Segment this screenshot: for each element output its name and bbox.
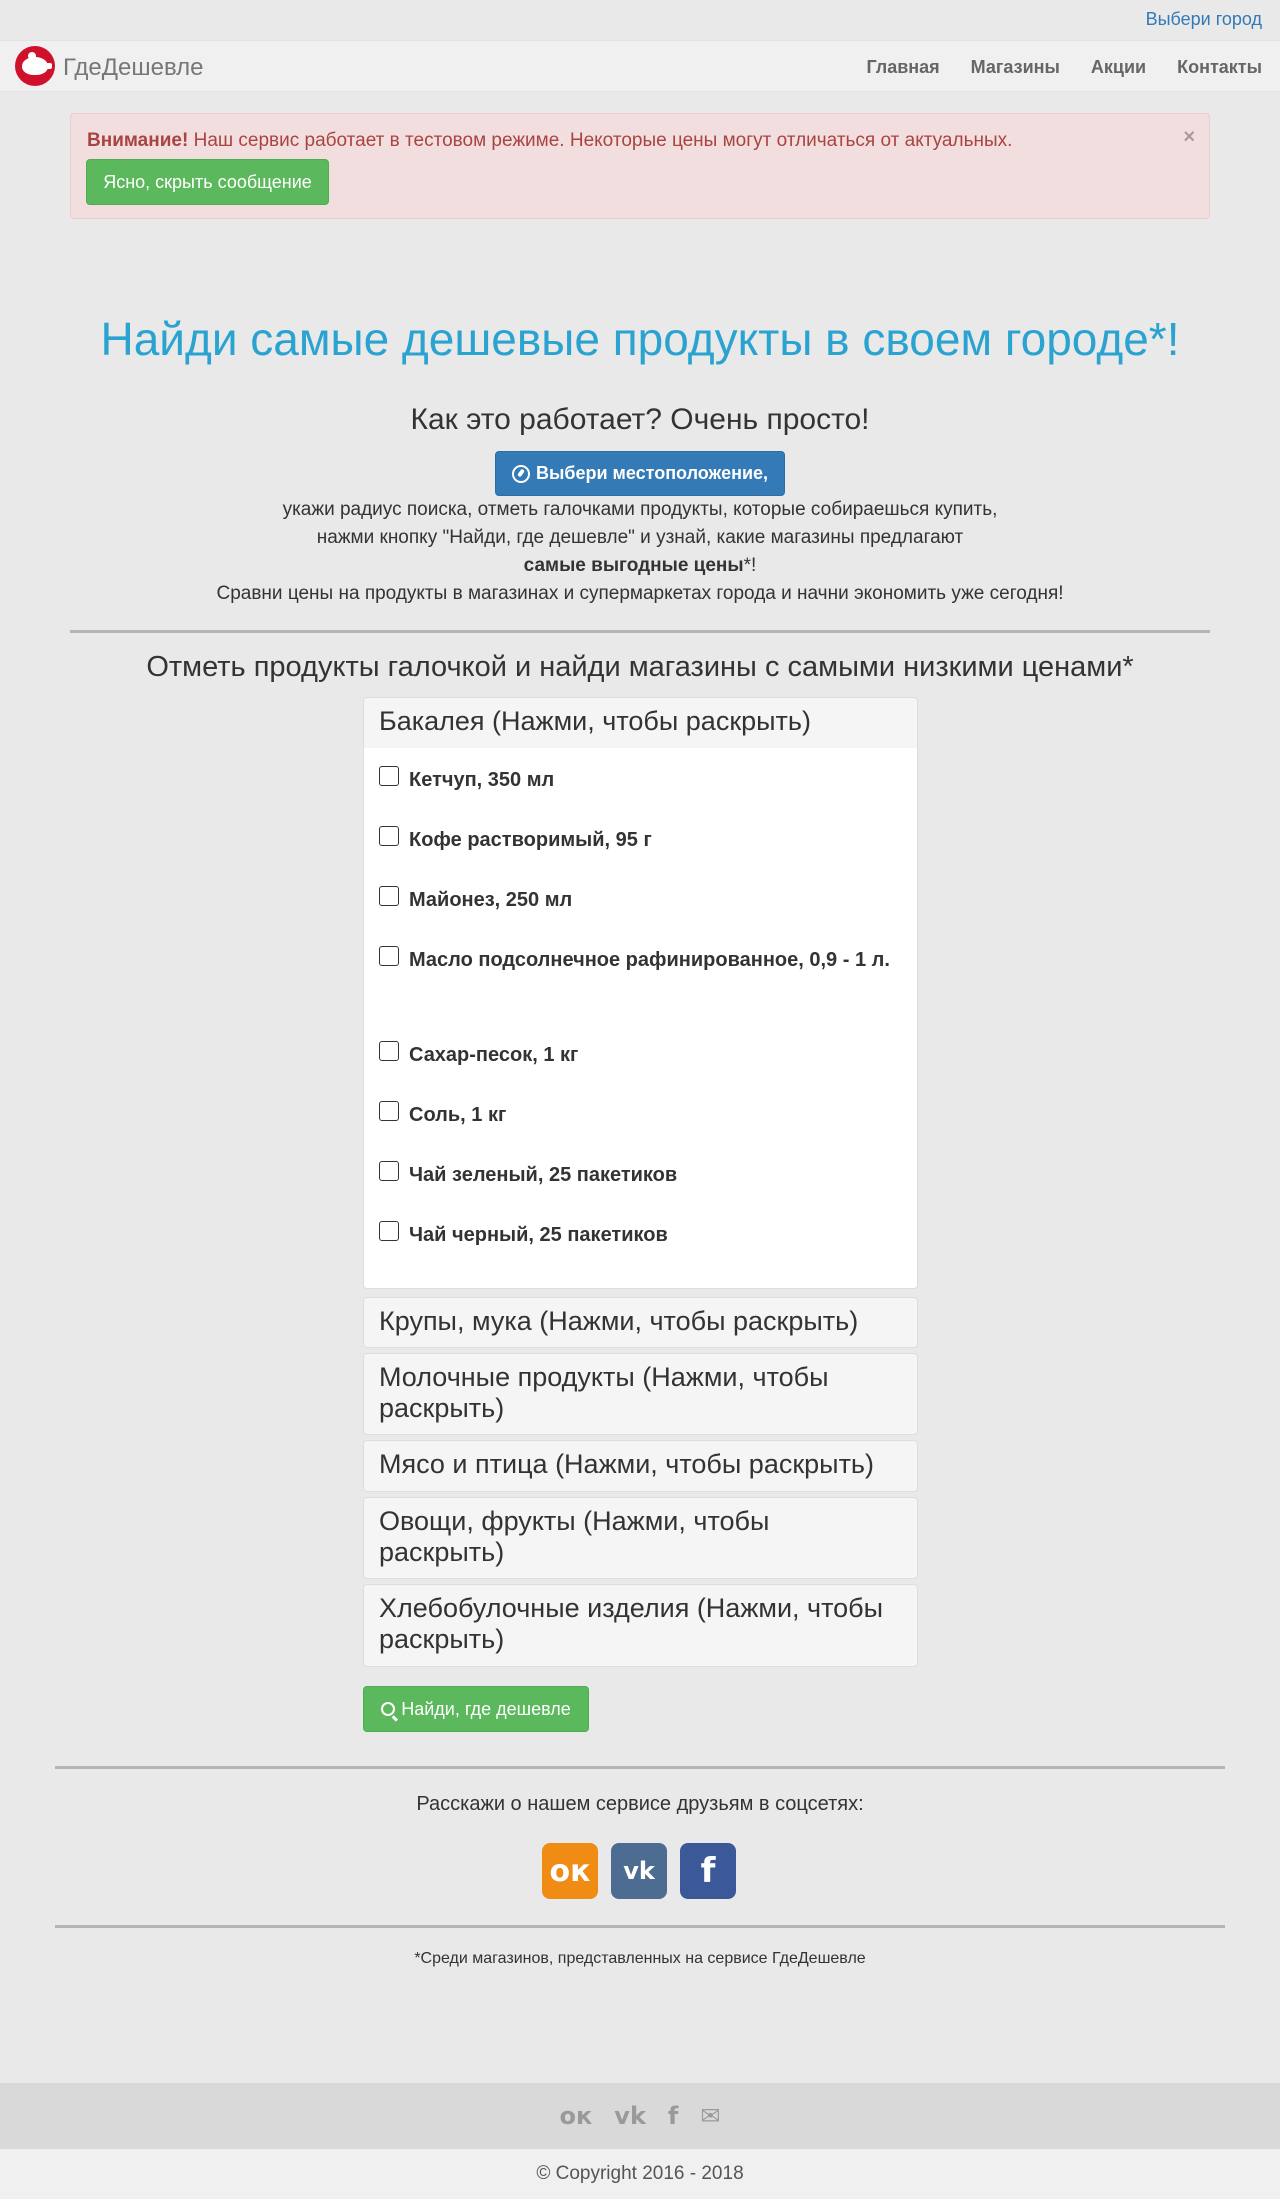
checkbox[interactable]	[379, 1101, 399, 1121]
nav-item-promotions[interactable]: Акции	[1090, 56, 1147, 77]
product-label: Чай черный, 25 пакетиков	[409, 1224, 668, 1246]
product-label: Масло подсолнечное рафинированное, 0,9 - 1 л.	[409, 949, 890, 971]
category-panel-dairy[interactable]	[363, 1353, 918, 1435]
checkbox[interactable]	[379, 886, 399, 906]
brand-link[interactable]	[15, 46, 204, 86]
choose-location-label: Выбери местоположение,	[535, 463, 769, 483]
product-item-sunflower-oil[interactable]	[379, 943, 904, 977]
category-grocery-body	[363, 748, 918, 1289]
instructions-line-3	[0, 555, 1280, 577]
category-title: Мясо и птица (Нажми, чтобы раскрыть)	[379, 1449, 874, 1479]
product-label: Майонез, 250 мл	[409, 889, 573, 911]
category-panel-cereals[interactable]	[363, 1297, 918, 1348]
best-prices-text: самые выгодные цены	[523, 555, 744, 576]
category-panel-bakery[interactable]	[363, 1584, 918, 1667]
category-panel-grocery[interactable]	[363, 697, 918, 749]
find-cheaper-button[interactable]	[363, 1686, 589, 1732]
test-mode-alert	[70, 113, 1210, 219]
divider	[70, 630, 1210, 633]
alert-strong: Внимание!	[87, 130, 189, 151]
checkbox[interactable]	[379, 946, 399, 966]
nav-item-shops[interactable]: Магазины	[970, 56, 1060, 77]
vk-icon[interactable]: vk	[614, 2102, 646, 2130]
copyright: © Copyright 2016 - 2018	[0, 2149, 1280, 2199]
nav-item-contacts[interactable]: Контакты	[1177, 56, 1262, 77]
product-item-mayonnaise[interactable]	[379, 883, 904, 917]
checkbox[interactable]	[379, 826, 399, 846]
instructions-line-1: укажи радиус поиска, отметь галочками продукты, которые собираешься купить,	[282, 499, 998, 520]
nav-item-home[interactable]: Главная	[866, 56, 940, 77]
divider	[55, 1766, 1225, 1769]
category-title: Молочные продукты (Нажми, чтобы раскрыть)	[379, 1362, 829, 1423]
facebook-icon[interactable]: f	[680, 1843, 736, 1899]
best-prices-suffix: *!	[743, 555, 757, 576]
footnote: *Среди магазинов, представленных на сервисе ГдеДешевле	[414, 1950, 866, 1967]
product-label: Сахар-песок, 1 кг	[409, 1044, 579, 1066]
hide-message-button[interactable]: Ясно, скрыть сообщение	[86, 159, 329, 205]
top-bar	[0, 0, 1280, 40]
product-label: Кофе растворимый, 95 г	[409, 829, 652, 851]
category-title: Бакалея (Нажми, чтобы раскрыть)	[379, 706, 811, 736]
checkbox[interactable]	[379, 1041, 399, 1061]
product-label: Чай зеленый, 25 пакетиков	[409, 1164, 678, 1186]
product-item-green-tea[interactable]	[379, 1158, 904, 1192]
instructions-line-2: нажми кнопку "Найди, где дешевле" и узнай, какие магазины предлагают	[316, 527, 964, 548]
category-title: Овощи, фрукты (Нажми, чтобы раскрыть)	[379, 1506, 770, 1567]
page-title: Найди самые дешевые продукты в своем городе*!	[100, 313, 1180, 365]
navbar	[0, 40, 1280, 92]
checkbox[interactable]	[379, 766, 399, 786]
choose-city-link[interactable]: Выбери город	[1145, 9, 1262, 29]
product-label: Кетчуп, 350 мл	[409, 769, 555, 791]
search-icon	[381, 1702, 395, 1716]
how-it-works-heading: Как это работает? Очень просто!	[410, 403, 870, 436]
product-item-coffee[interactable]	[379, 823, 904, 857]
facebook-icon[interactable]: f	[667, 2102, 679, 2130]
brand-name: ГдеДешевле	[63, 54, 204, 81]
product-label: Соль, 1 кг	[409, 1104, 507, 1126]
share-prompt: Расскажи о нашем сервисе друзьям в соцсетях:	[416, 1793, 864, 1815]
checkbox[interactable]	[379, 1221, 399, 1241]
alert-message	[87, 130, 1012, 152]
category-title: Хлебобулочные изделия (Нажми, чтобы раскрыть)	[379, 1593, 884, 1654]
odnoklassniki-icon[interactable]: ок	[542, 1843, 598, 1899]
divider	[55, 1925, 1225, 1928]
find-cheaper-label: Найди, где дешевле	[401, 1698, 571, 1719]
product-item-ketchup[interactable]	[379, 763, 904, 797]
envelope-icon[interactable]: ✉	[700, 2102, 721, 2130]
category-panel-meat[interactable]	[363, 1440, 918, 1492]
category-title: Крупы, мука (Нажми, чтобы раскрыть)	[379, 1306, 859, 1336]
vk-icon[interactable]: vk	[611, 1843, 667, 1899]
nav-menu	[835, 41, 1262, 93]
odnoklassniki-icon[interactable]: ок	[559, 2102, 593, 2130]
products-section-title: Отметь продукты галочкой и найди магазины с самыми низкими ценами*	[146, 651, 1134, 683]
product-item-sugar[interactable]	[379, 1038, 904, 1072]
piggy-bank-logo-icon	[15, 46, 55, 86]
footer-social-bar	[0, 2083, 1280, 2149]
checkbox[interactable]	[379, 1161, 399, 1181]
compass-icon	[512, 465, 530, 483]
product-item-black-tea[interactable]	[379, 1218, 904, 1252]
category-panel-vegetables[interactable]	[363, 1497, 918, 1579]
product-item-salt[interactable]	[379, 1098, 904, 1132]
choose-location-button[interactable]	[495, 451, 785, 496]
instructions-line-4: Сравни цены на продукты в магазинах и супермаркетах города и начни экономить уже сегодня!	[216, 583, 1064, 604]
alert-text: Наш сервис работает в тестовом режиме. Некоторые цены могут отличаться от актуальных.	[188, 130, 1013, 151]
close-icon[interactable]: ×	[1183, 126, 1195, 148]
